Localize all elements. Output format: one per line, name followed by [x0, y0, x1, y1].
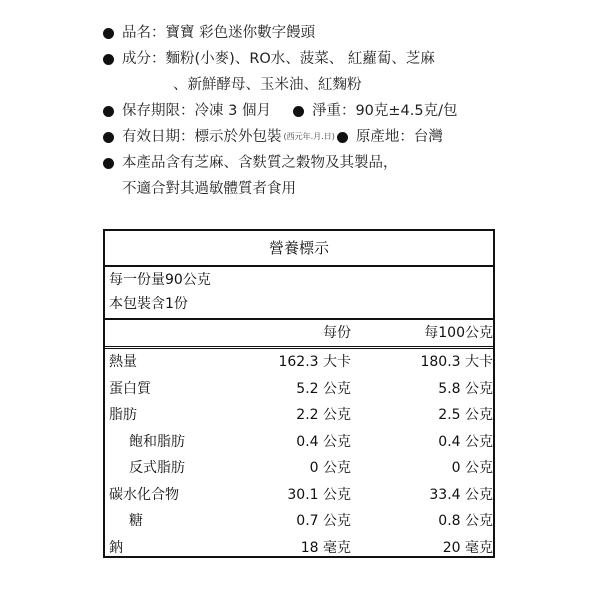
expiry-origin-line — [103, 124, 543, 150]
nutrient-per-serving: 0.7 公克 — [296, 513, 351, 529]
nutrient-name: 蛋白質 — [109, 380, 151, 397]
ingredients-label: 成分： — [122, 51, 166, 67]
header-per-serving: 每份 — [323, 325, 351, 341]
product-info — [103, 20, 543, 202]
nutrient-per-serving: 18 毫克 — [300, 539, 351, 556]
nutrition-column-header — [105, 320, 493, 349]
nutrient-per-100g: 5.8 公克 — [438, 380, 493, 397]
nutrition-row — [105, 482, 493, 509]
nutrient-name: 鈉 — [109, 539, 123, 556]
bullet-icon — [337, 132, 348, 143]
net-weight-label: 淨重： — [311, 103, 356, 119]
shelf-life-label: 保存期限： — [122, 103, 195, 119]
nutrient-per-100g: 0 公克 — [451, 460, 493, 476]
bullet-icon — [293, 106, 304, 117]
header-per-100g: 每100公克 — [424, 325, 493, 341]
nutrient-name: 脂肪 — [109, 407, 137, 423]
ingredients-value-line1: 麵粉(小麥)、RO水、菠菜、 紅蘿蔔、芝麻 — [165, 51, 435, 67]
allergen-line — [103, 150, 543, 176]
nutrition-row — [105, 376, 493, 403]
bullet-icon — [103, 158, 114, 169]
nutrient-per-100g: 20 毫克 — [442, 539, 493, 556]
expiry-label: 有效日期： — [122, 129, 195, 145]
nutrition-row — [105, 535, 493, 562]
nutrition-rows — [105, 349, 493, 561]
nutrient-name: 碳水化合物 — [109, 486, 179, 503]
product-name-line — [103, 20, 543, 46]
nutrient-name: 熱量 — [109, 354, 137, 370]
product-name-label: 品名： — [122, 25, 166, 41]
nutrient-per-100g: 2.5 公克 — [438, 407, 493, 423]
bullet-icon — [103, 132, 114, 143]
nutrition-row — [105, 402, 493, 429]
nutrient-name: 糖 — [129, 513, 143, 529]
origin-label: 原產地： — [355, 129, 414, 145]
nutrient-per-100g: 0.4 公克 — [438, 433, 493, 450]
nutrition-title: 營養標示 — [105, 231, 493, 267]
bullet-icon — [103, 106, 114, 117]
origin-value: 台灣 — [413, 129, 443, 145]
bullet-icon — [103, 28, 114, 39]
expiry-format-note: (西元年.月.日) — [283, 132, 335, 141]
allergen-text-line1: 本產品含有芝麻、含麩質之穀物及其製品， — [122, 155, 398, 171]
net-weight-value: 90克±4.5克/包 — [355, 103, 458, 119]
shelf-life-weight-line — [103, 98, 543, 124]
nutrient-per-serving: 5.2 公克 — [296, 380, 351, 397]
allergen-continuation — [103, 176, 543, 202]
nutrition-row — [105, 429, 493, 456]
serving-size: 每一份量90公克 — [109, 272, 211, 288]
servings-per-pack: 本包裝含1份 — [109, 296, 188, 312]
nutrition-facts-table — [103, 229, 495, 558]
serving-info — [105, 267, 493, 320]
ingredients-line — [103, 46, 543, 72]
nutrient-per-serving: 0 公克 — [309, 460, 351, 476]
nutrient-per-serving: 0.4 公克 — [296, 433, 351, 450]
bullet-icon — [103, 54, 114, 65]
nutrition-row — [105, 508, 493, 535]
shelf-life-value: 冷凍 3 個月 — [194, 103, 271, 119]
nutrition-row — [105, 349, 493, 376]
nutrient-per-serving: 162.3 大卡 — [278, 354, 351, 370]
expiry-value: 標示於外包裝 — [194, 129, 282, 145]
nutrient-per-100g: 33.4 公克 — [429, 486, 493, 503]
nutrition-row — [105, 455, 493, 482]
product-name-value: 寶寶 彩色迷你數字饅頭 — [165, 25, 316, 41]
nutrient-name: 飽和脂肪 — [129, 433, 185, 450]
allergen-text-line2: 不適合對其過敏體質者食用 — [122, 181, 296, 197]
ingredients-value-line2: 、新鮮酵母、玉米油、紅麴粉 — [173, 77, 362, 93]
nutrient-name: 反式脂肪 — [129, 460, 185, 476]
ingredients-continuation — [103, 72, 543, 98]
nutrient-per-serving: 2.2 公克 — [296, 407, 351, 423]
header-blank — [105, 320, 239, 346]
nutrient-per-100g: 0.8 公克 — [438, 513, 493, 529]
nutrient-per-100g: 180.3 大卡 — [420, 354, 493, 370]
nutrient-per-serving: 30.1 公克 — [287, 486, 351, 503]
